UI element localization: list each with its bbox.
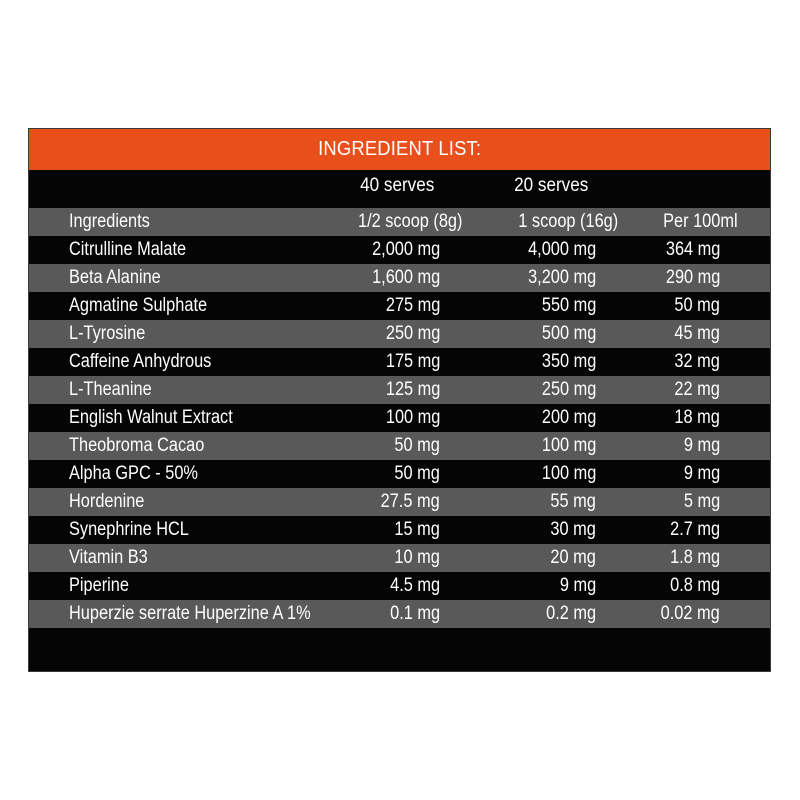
value-per-100ml: 364 mg — [665, 239, 720, 260]
table-row — [29, 236, 770, 264]
value-per-100ml: 9 mg — [683, 463, 720, 484]
ingredient-name: Agmatine Sulphate — [69, 295, 208, 316]
serves-col2-label: 20 serves — [514, 175, 589, 196]
value-one-scoop: 100 mg — [541, 463, 596, 484]
value-one-scoop: 20 mg — [550, 547, 596, 568]
value-per-100ml: 2.7 mg — [670, 519, 720, 540]
header-half-scoop: 1/2 scoop (8g) — [357, 211, 462, 232]
value-one-scoop: 0.2 mg — [546, 603, 596, 624]
value-half-scoop: 50 mg — [394, 435, 440, 456]
value-one-scoop: 550 mg — [541, 295, 596, 316]
value-one-scoop: 4,000 mg — [527, 239, 596, 260]
value-one-scoop: 55 mg — [550, 491, 596, 512]
value-per-100ml: 9 mg — [683, 435, 720, 456]
ingredient-name: Huperzie serrate Huperzine A 1% — [69, 603, 311, 624]
ingredient-name: Hordenine — [69, 491, 145, 512]
value-one-scoop: 250 mg — [541, 379, 596, 400]
ingredient-name: Alpha GPC - 50% — [69, 463, 198, 484]
value-per-100ml: 5 mg — [683, 491, 720, 512]
ingredient-name: Beta Alanine — [69, 267, 161, 288]
header-per-100ml: Per 100ml — [663, 211, 738, 232]
value-one-scoop: 500 mg — [541, 323, 596, 344]
serves-col1-label: 40 serves — [360, 175, 435, 196]
value-half-scoop: 175 mg — [385, 351, 440, 372]
ingredient-name: Synephrine HCL — [69, 519, 189, 540]
value-per-100ml: 45 mg — [674, 323, 720, 344]
title-bar — [29, 129, 770, 170]
value-per-100ml: 18 mg — [674, 407, 720, 428]
value-one-scoop: 9 mg — [559, 575, 596, 596]
ingredient-name: Piperine — [69, 575, 129, 596]
value-half-scoop: 50 mg — [394, 463, 440, 484]
value-half-scoop: 4.5 mg — [390, 575, 440, 596]
panel-title: INGREDIENT LIST: — [317, 138, 482, 160]
ingredient-name: English Walnut Extract — [69, 407, 233, 428]
value-one-scoop: 200 mg — [541, 407, 596, 428]
table-row — [29, 404, 770, 432]
ingredient-name: Caffeine Anhydrous — [69, 351, 212, 372]
value-half-scoop: 27.5 mg — [380, 491, 440, 512]
value-one-scoop: 30 mg — [550, 519, 596, 540]
value-per-100ml: 50 mg — [674, 295, 720, 316]
ingredient-name: Theobroma Cacao — [69, 435, 205, 456]
value-per-100ml: 22 mg — [674, 379, 720, 400]
table-row — [29, 460, 770, 488]
value-half-scoop: 1,600 mg — [371, 267, 440, 288]
value-per-100ml: 0.02 mg — [660, 603, 720, 624]
table-row — [29, 264, 770, 292]
table-row — [29, 516, 770, 544]
table-header-row — [29, 208, 770, 236]
table-row — [29, 572, 770, 600]
value-half-scoop: 2,000 mg — [371, 239, 440, 260]
table-row — [29, 292, 770, 320]
value-half-scoop: 275 mg — [385, 295, 440, 316]
value-half-scoop: 10 mg — [394, 547, 440, 568]
header-one-scoop: 1 scoop (16g) — [518, 211, 618, 232]
value-half-scoop: 125 mg — [385, 379, 440, 400]
ingredient-name: L-Tyrosine — [69, 323, 146, 344]
value-per-100ml: 0.8 mg — [670, 575, 720, 596]
value-half-scoop: 0.1 mg — [390, 603, 440, 624]
table-row — [29, 544, 770, 572]
value-per-100ml: 32 mg — [674, 351, 720, 372]
table-row — [29, 348, 770, 376]
ingredient-name: Vitamin B3 — [69, 547, 148, 568]
value-one-scoop: 350 mg — [541, 351, 596, 372]
value-half-scoop: 15 mg — [394, 519, 440, 540]
ingredient-name: Citrulline Malate — [69, 239, 187, 260]
value-half-scoop: 250 mg — [385, 323, 440, 344]
ingredient-panel — [28, 128, 771, 672]
table-row — [29, 488, 770, 516]
table-row — [29, 600, 770, 628]
value-one-scoop: 3,200 mg — [527, 267, 596, 288]
value-per-100ml: 290 mg — [665, 267, 720, 288]
value-one-scoop: 100 mg — [541, 435, 596, 456]
serves-row — [29, 172, 770, 200]
ingredient-name: L-Theanine — [69, 379, 152, 400]
value-half-scoop: 100 mg — [385, 407, 440, 428]
value-per-100ml: 1.8 mg — [670, 547, 720, 568]
table-row — [29, 432, 770, 460]
table-row — [29, 376, 770, 404]
table-row — [29, 320, 770, 348]
header-ingredients: Ingredients — [69, 211, 150, 232]
